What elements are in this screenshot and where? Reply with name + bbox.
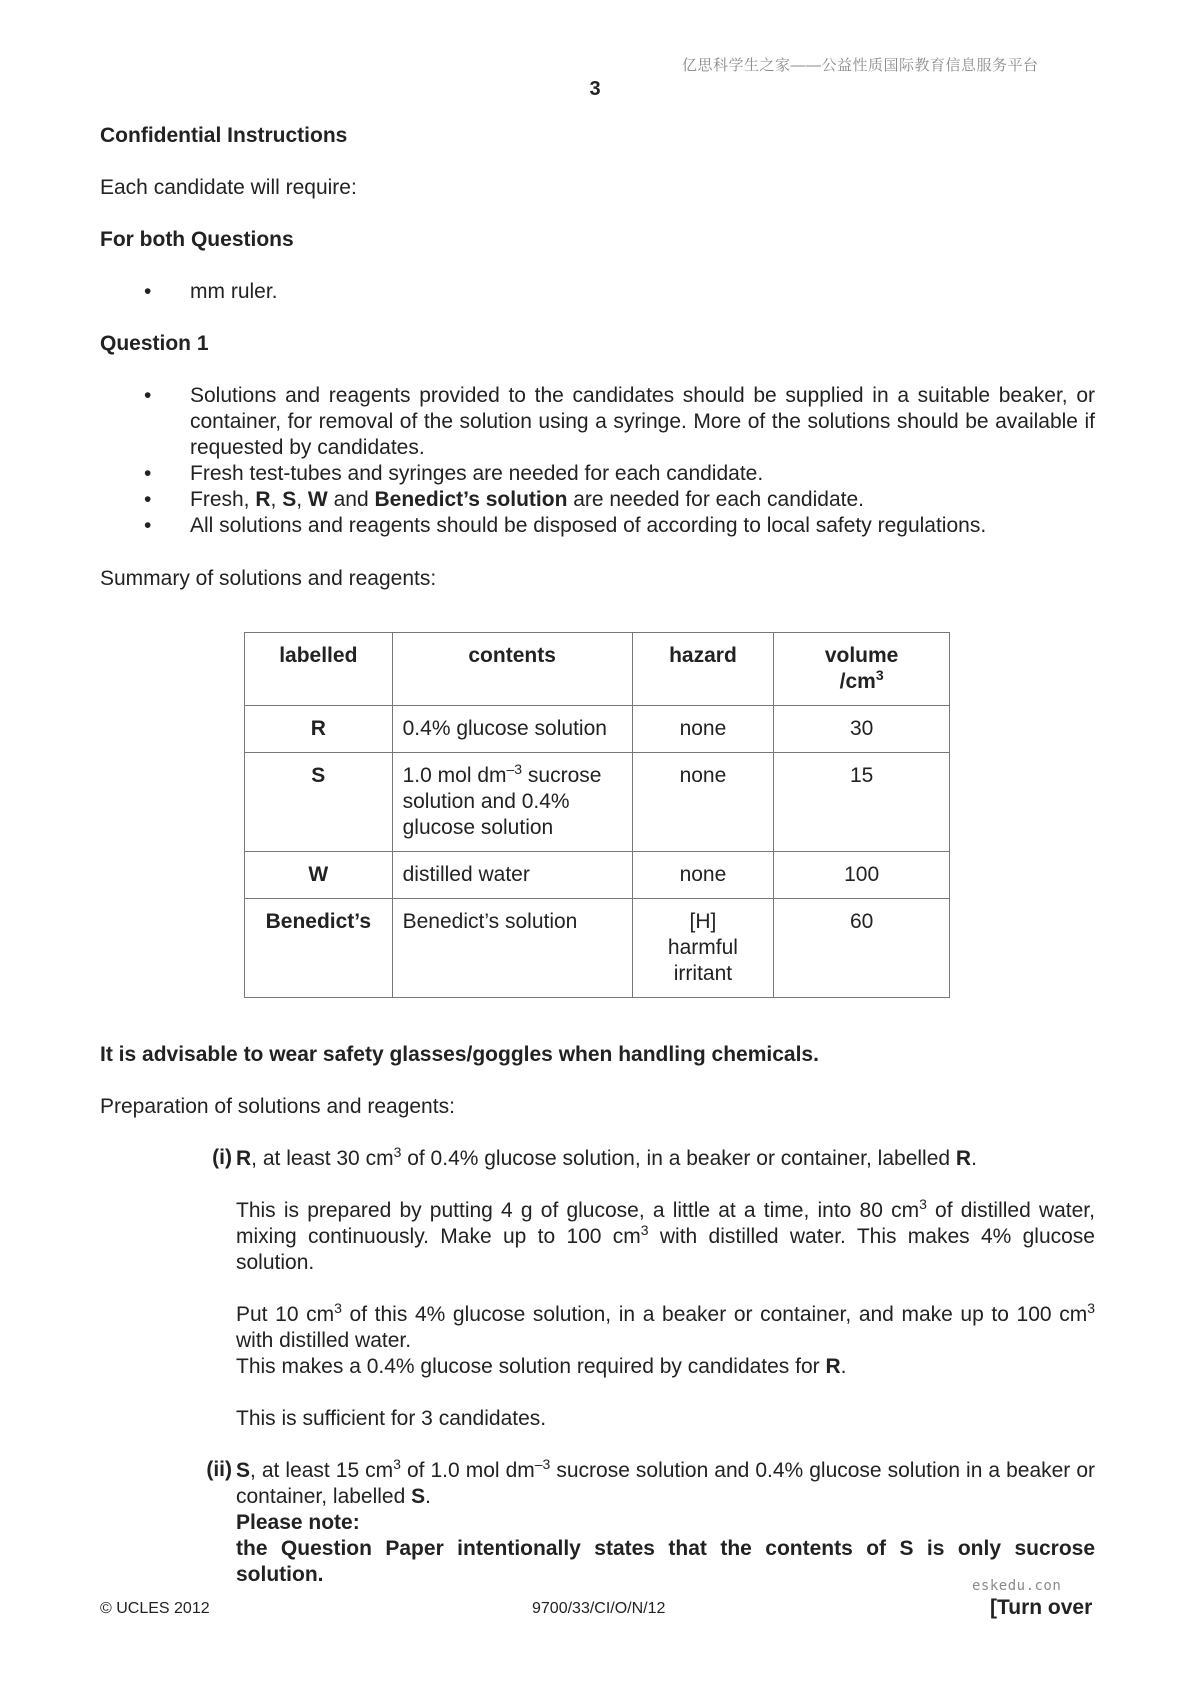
cell-contents: Benedict’s solution: [392, 899, 632, 998]
header-volume: volume $/cm^3$: [774, 633, 950, 706]
intro-text: Each candidate will require:: [100, 176, 357, 199]
cell-volume: 60: [774, 899, 950, 998]
table-header-row: [245, 633, 950, 706]
cell-labelled: W: [245, 852, 393, 899]
cell-hazard: none: [632, 753, 774, 852]
summary-label: Summary of solutions and reagents:: [100, 567, 437, 590]
both-questions-list: [100, 279, 1095, 305]
cell-labelled: Benedict’s: [245, 899, 393, 998]
bullet-icon: •: [144, 488, 152, 511]
footer-code: 9700/33/CI/O/N/12: [532, 1600, 666, 1617]
list-item: • Solutions and reagents provided to the candidates should be supplied in a suitable beaker, or container, for removal of the solution using a syringe. More of the solutions should be available if requested by candidates.: [144, 384, 1095, 459]
cell-volume: 15: [774, 753, 950, 852]
bullet-icon: •: [144, 514, 152, 537]
cell-hazard: none: [632, 852, 774, 899]
item-i-paragraph: This is prepared by putting 4 g of glucose, a little at a time, into 80 $cm^3$ of distilled water, mixing continuously. Make up to 100 $cm^3$ with distilled water. This makes 4% glucose solution.: [236, 1196, 1095, 1274]
footer-copyright: © UCLES 2012: [100, 1600, 210, 1617]
header-hazard: hazard: [632, 633, 774, 706]
cell-contents: distilled water: [392, 852, 632, 899]
footer-turn-over: [Turn over: [990, 1596, 1093, 1619]
item-ii-line: S, at least 15 $cm^3$ of 1.0 mol $dm^{-3}$ sucrose solution and 0.4% glucose solution in a beaker or container, labelled S. Please note: the Question Paper intentionally states that the contents of S is only sucrose solution.: [236, 1456, 1095, 1586]
question-1-heading: Question 1: [100, 332, 209, 355]
cell-hazard: [H] harmful irritant: [632, 899, 774, 998]
table-row: [245, 753, 950, 852]
table-row: [245, 706, 950, 753]
bullet-icon: •: [144, 462, 152, 485]
header-labelled: labelled: [245, 633, 393, 706]
item-i-paragraph: This is sufficient for 3 candidates.: [236, 1407, 547, 1430]
cell-contents: 0.4% glucose solution: [392, 706, 632, 753]
list-item: • mm ruler.: [144, 280, 278, 303]
question-1-list: [100, 383, 1095, 539]
cell-contents: 1.0 mol $dm^{-3}$ sucrose solution and 0.4% glucose solution: [392, 753, 632, 852]
list-item: • All solutions and reagents should be disposed of according to local safety regulations.: [144, 514, 987, 537]
item-number: (ii): [206, 1458, 232, 1481]
list-item: • Fresh, R, S, W and Benedict’s solution are needed for each candidate.: [144, 488, 864, 511]
header-contents: contents: [392, 633, 632, 706]
bullet-icon: •: [144, 280, 152, 303]
preparation-label: Preparation of solutions and reagents:: [100, 1095, 455, 1118]
cell-labelled: S: [245, 753, 393, 852]
cell-volume: 30: [774, 706, 950, 753]
watermark-top: 亿思科学生之家——公益性质国际教育信息服务平台: [682, 57, 1039, 74]
watermark-bottom: eskedu.con: [972, 1578, 1062, 1594]
cell-hazard: none: [632, 706, 774, 753]
solutions-table: [244, 632, 950, 998]
safety-note: It is advisable to wear safety glasses/goggles when handling chemicals.: [100, 1043, 819, 1066]
item-i-paragraph: Put 10 $cm^3$ of this 4% glucose solution, in a beaker or container, and make up to 100 $cm^3$ with distilled water. This makes a 0.4% glucose solution required by candidates for R.: [236, 1300, 1095, 1378]
page-number: 3: [589, 78, 601, 100]
cell-labelled: R: [245, 706, 393, 753]
cell-volume: 100: [774, 852, 950, 899]
item-number: (i): [212, 1146, 232, 1169]
section-heading: Confidential Instructions: [100, 124, 348, 147]
table-row: [245, 852, 950, 899]
both-questions-heading: For both Questions: [100, 228, 294, 251]
table-row: [245, 899, 950, 998]
bullet-icon: •: [144, 384, 152, 407]
list-item: • Fresh test-tubes and syringes are needed for each candidate.: [144, 462, 764, 485]
item-i-line: R, at least 30 $cm^3$ of 0.4% glucose solution, in a beaker or container, labelled R.: [236, 1144, 977, 1170]
